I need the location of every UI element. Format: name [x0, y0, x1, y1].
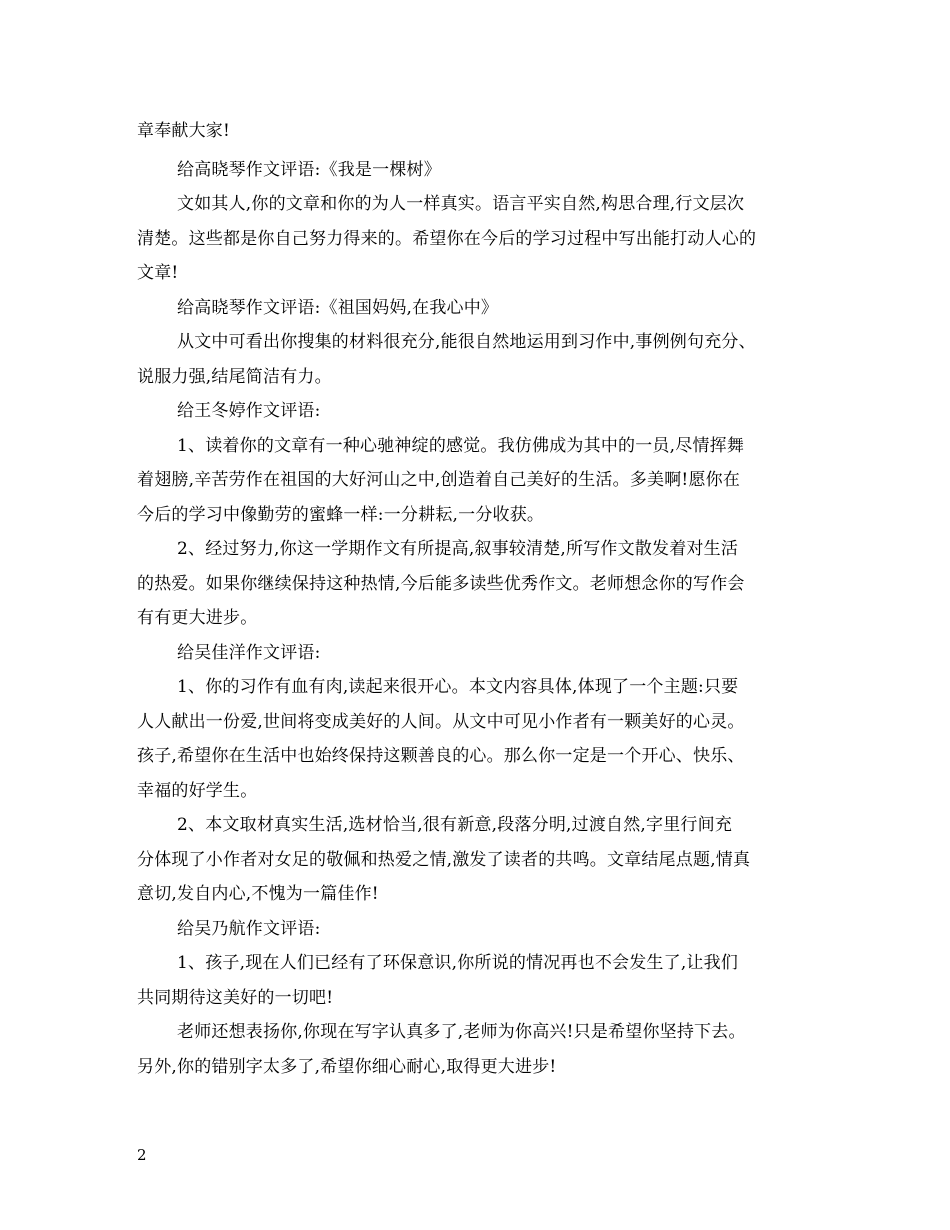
- text-line: 有有更大进步。: [137, 608, 258, 628]
- text-line: 分体现了小作者对女足的敬佩和热爱之情,激发了读者的共鸣。文章结尾点题,情真: [137, 850, 751, 870]
- text-line: 着翅膀,辛苦劳作在祖国的大好河山之中,创造着自己美好的生活。多美啊!愿你在: [137, 470, 741, 490]
- text-line: 从文中可看出你搜集的材料很充分,能很自然地运用到习作中,事例例句充分、: [177, 332, 756, 352]
- text-line: 2、本文取材真实生活,选材恰当,很有新意,段落分明,过渡自然,字里行间充: [177, 815, 733, 835]
- text-line: 老师还想表扬你,你现在写字认真多了,老师为你高兴!只是希望你坚持下去。: [177, 1022, 746, 1042]
- section-heading: 给王冬婷作文评语:: [177, 401, 321, 421]
- text-line: 文章!: [137, 263, 179, 283]
- text-line: 意切,发自内心,不愧为一篇佳作!: [137, 884, 379, 904]
- text-line: 1、孩子,现在人们已经有了环保意识,你所说的情况再也不会发生了,让我们: [177, 953, 739, 973]
- text-line: 人人献出一份爱,世间将变成美好的人间。从文中可见小作者有一颗美好的心灵。: [137, 712, 745, 732]
- text-line: 文如其人,你的文章和你的为人一样真实。语言平实自然,构思合理,行文层次: [177, 194, 745, 214]
- text-line: 共同期待这美好的一切吧!: [137, 988, 334, 1008]
- text-line: 的热爱。如果你继续保持这种热情,今后能多读些优秀作文。老师想念你的写作会: [137, 574, 745, 594]
- text-line: 章奉献大家!: [137, 121, 231, 141]
- section-heading: 给吴佳洋作文评语:: [177, 643, 321, 663]
- section-heading: 给高晓琴作文评语:《祖国妈妈,在我心中》: [177, 298, 499, 318]
- page-number: 2: [137, 1146, 147, 1164]
- section-heading: 给高晓琴作文评语:《我是一棵树》: [177, 160, 441, 180]
- section-heading: 给吴乃航作文评语:: [177, 919, 321, 939]
- text-line: 2、经过努力,你这一学期作文有所提高,叙事较清楚,所写作文散发着对生活: [177, 539, 739, 559]
- text-line: 孩子,希望你在生活中也始终保持这颗善良的心。那么你一定是一个开心、快乐、: [137, 746, 745, 766]
- text-line: 幸福的好学生。: [137, 781, 258, 801]
- text-line: 1、读着你的文章有一种心驰神绽的感觉。我仿佛成为其中的一员,尽情挥舞: [177, 436, 745, 456]
- text-line: 1、你的习作有血有肉,读起来很开心。本文内容具体,体现了一个主题:只要: [177, 677, 739, 697]
- text-line: 说服力强,结尾简洁有力。: [137, 367, 332, 387]
- text-line: 另外,你的错别字太多了,希望你细心耐心,取得更大进步!: [137, 1057, 557, 1077]
- text-line: 清楚。这些都是你自己努力得来的。希望你在今后的学习过程中写出能打动人心的: [137, 229, 757, 249]
- text-line: 今后的学习中像勤劳的蜜蜂一样:一分耕耘,一分收获。: [137, 505, 545, 525]
